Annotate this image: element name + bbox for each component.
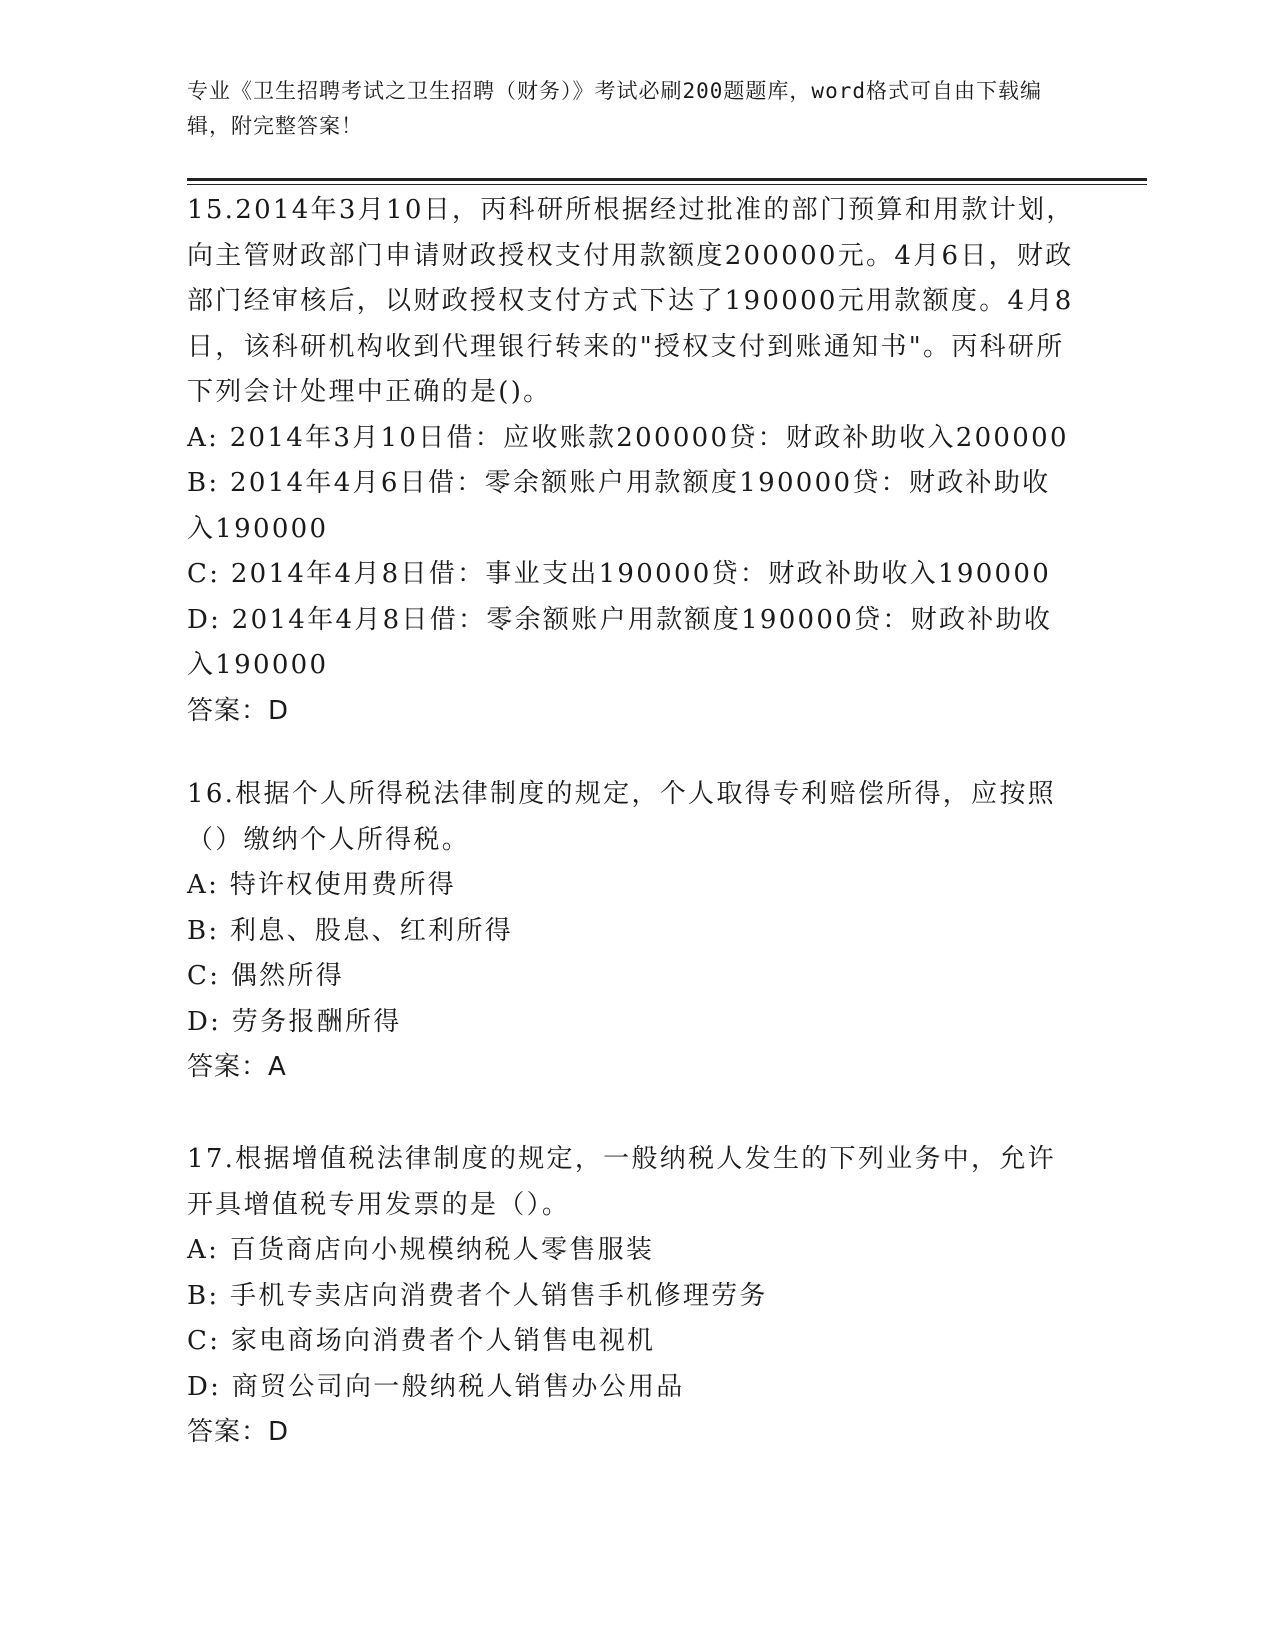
question-stem: 15.2014年3月10日，丙科研所根据经过批准的部门预算和用款计划，向主管财政部门申请财政授权支付用款额度200000元。4月6日，财政部门经审核后，以财政授权支付方式下达了190000元用款额度。4月8日，该科研机构收到代理银行转来的"授权支付到账通知书"。丙科研所下列会计处理中正确的是()。 [187,195,1075,407]
question-17 [187,1137,1077,1456]
option-b: B: 手机专卖店向消费者个人销售手机修理劳务 [187,1280,768,1311]
option-d: D: 商贸公司向一般纳税人销售办公用品 [187,1371,685,1402]
answer: 答案：A [187,1052,287,1082]
question-stem: 16.根据个人所得税法律制度的规定，个人取得专利赔偿所得，应按照（）缴纳个人所得税。 [187,779,1056,855]
header-divider-thick [187,178,1147,181]
option-d: D: 劳务报酬所得 [187,1006,402,1037]
document-header: 专业《卫生招聘考试之卫生招聘（财务）》考试必刷200题题库，word格式可自由下载编辑，附完整答案！ [187,79,1042,138]
option-b: B: 2014年4月6日借：零余额账户用款额度190000贷：财政补助收入190000 [187,468,1051,544]
question-16 [187,772,1077,1091]
question-15 [187,188,1077,734]
option-c: C: 家电商场向消费者个人销售电视机 [187,1326,656,1356]
option-c: C: 2014年4月8日借：事业支出190000贷：财政补助收入190000 [187,559,1052,589]
answer: 答案：D [187,695,290,726]
option-c: C: 偶然所得 [187,961,345,991]
option-a: A: 百货商店向小规模纳税人零售服装 [187,1235,655,1265]
option-d: D: 2014年4月8日借：零余额账户用款额度190000贷：财政补助收入190000 [187,604,1053,680]
question-stem: 17.根据增值税法律制度的规定，一般纳税人发生的下列业务中，允许开具增值税专用发票的是（）。 [187,1144,1056,1220]
option-a: A: 2014年3月10日借：应收账款200000贷：财政补助收入200000 [187,422,1069,453]
header-divider-thin [187,184,1147,185]
option-b: B: 利息、股息、红利所得 [187,915,514,946]
answer: 答案：D [187,1417,290,1447]
option-a: A: 特许权使用费所得 [187,870,457,900]
